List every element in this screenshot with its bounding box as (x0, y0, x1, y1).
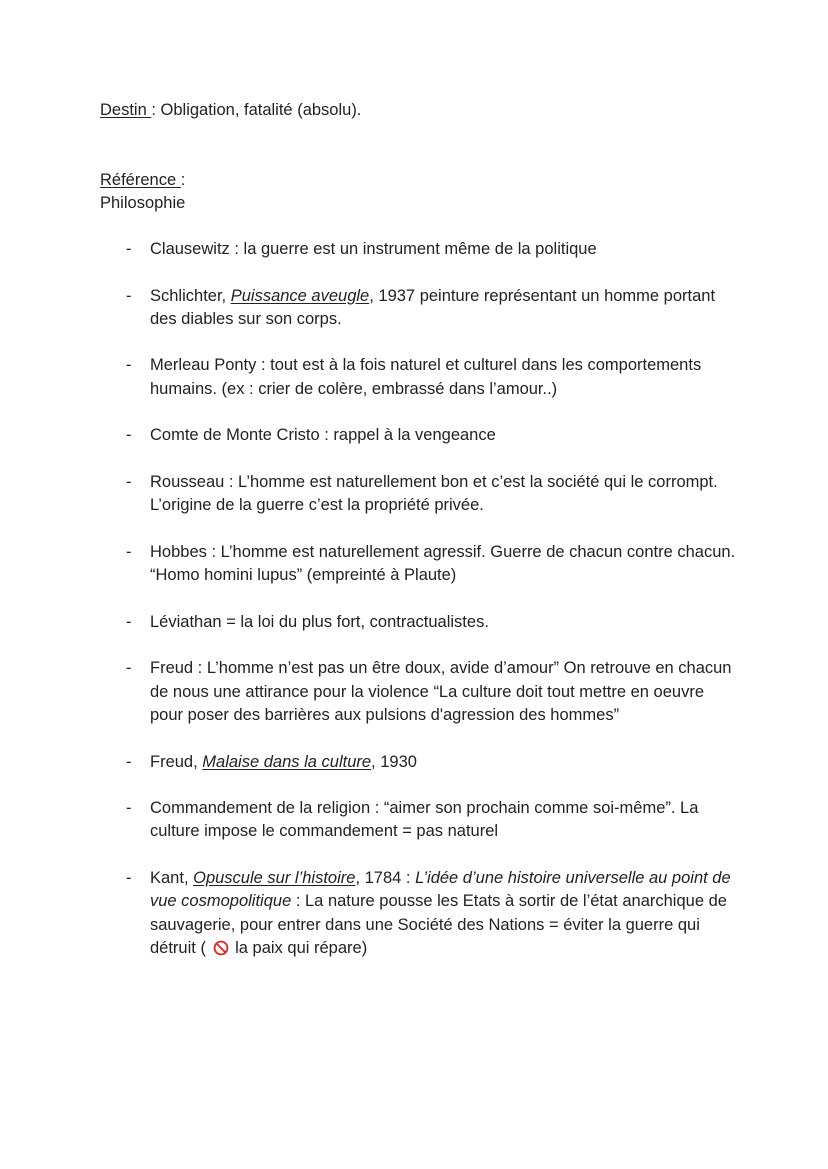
list-item-kant (100, 867, 740, 960)
essay-title: L’idée d’une histoire universelle au point de vue cosmopolitique (150, 869, 731, 911)
bullet-dash: - (126, 472, 132, 491)
definition-line (100, 99, 361, 122)
reference-list (100, 238, 740, 984)
bullet-dash: - (126, 240, 132, 258)
bullet-dash: - (126, 426, 132, 445)
item-end: la paix qui répare) (230, 938, 368, 957)
bullet-dash: - (126, 869, 132, 888)
reference-heading (100, 169, 185, 192)
list-item-rousseau (100, 471, 740, 518)
item-suffix: : La nature pousse les Etats à sortir de l’état anarchique de sauvagerie, pour entrer dans une Société des Nations = éviter la guerre qui détruit ( (150, 892, 727, 957)
work-title: Malaise dans la culture (202, 752, 372, 771)
item-suffix: , 1930 (371, 752, 417, 771)
item-text: Clausewitz : la guerre est un instrument même de la politique (150, 240, 597, 258)
list-item-hobbes (100, 541, 740, 588)
item-text: Hobbes : L’homme est naturellement agressif. Guerre de chacun contre chacun. “Homo homini lupus” (empreinté à Plaute) (150, 542, 736, 585)
item-text: Léviathan = la loi du plus fort, contractualistes. (150, 612, 489, 631)
item-suffix: , 1937 peinture représentant un homme portant des diables sur son corps. (150, 286, 716, 328)
item-mid: , 1784 : (355, 869, 416, 888)
list-item-freud-malaise (100, 751, 740, 774)
bullet-dash: - (126, 356, 132, 375)
reference-heading-colon: : (180, 171, 186, 189)
work-title: Puissance aveugle (230, 286, 370, 305)
item-prefix: Schlichter, (150, 286, 231, 305)
bullet-dash: - (126, 542, 132, 561)
item-text: Commandement de la religion : “aimer son prochain comme soi-même”. La culture impose le commandement = pas naturel (150, 799, 699, 841)
list-item-leviathan (100, 611, 740, 634)
item-text: Rousseau : L’homme est naturellement bon et c’est la société qui le corrompt. L’origine de la guerre c’est la propriété privée. (150, 472, 718, 515)
definition-separator: : (151, 101, 161, 119)
list-item-merleau-ponty (100, 354, 740, 401)
item-text: Merleau Ponty : tout est à la fois naturel et culturel dans les comportements humains. (ex : crier de colère, embrassé dans l’amour..) (150, 356, 702, 398)
definition-text: Obligation, fatalité (absolu). (160, 101, 362, 119)
prohibited-icon (213, 940, 229, 956)
work-title: Opuscule sur l’histoire (193, 869, 356, 888)
list-item-monte-cristo (100, 424, 740, 447)
reference-subheading: Philosophie (100, 194, 186, 212)
definition-term: Destin (100, 101, 152, 119)
bullet-dash: - (126, 612, 132, 631)
item-text: Comte de Monte Cristo : rappel à la vengeance (150, 426, 496, 445)
bullet-dash: - (126, 286, 132, 305)
bullet-dash: - (126, 799, 132, 818)
item-text: Freud : L’homme n’est pas un être doux, avide d’amour” On retrouve en chacun de nous une attirance pour la violence “La culture doit tout mettre en oeuvre pour poser des barrières aux pulsions d'agression des hommes” (150, 659, 732, 724)
item-prefix: Freud, (150, 752, 203, 771)
list-item-religion (100, 797, 740, 844)
reference-heading-text: Référence (100, 171, 181, 189)
list-item-schlichter (100, 285, 740, 332)
item-prefix: Kant, (150, 869, 194, 888)
bullet-dash: - (126, 752, 132, 771)
bullet-dash: - (126, 659, 132, 678)
list-item-clausewitz (100, 238, 740, 261)
list-item-freud-quote (100, 657, 740, 727)
